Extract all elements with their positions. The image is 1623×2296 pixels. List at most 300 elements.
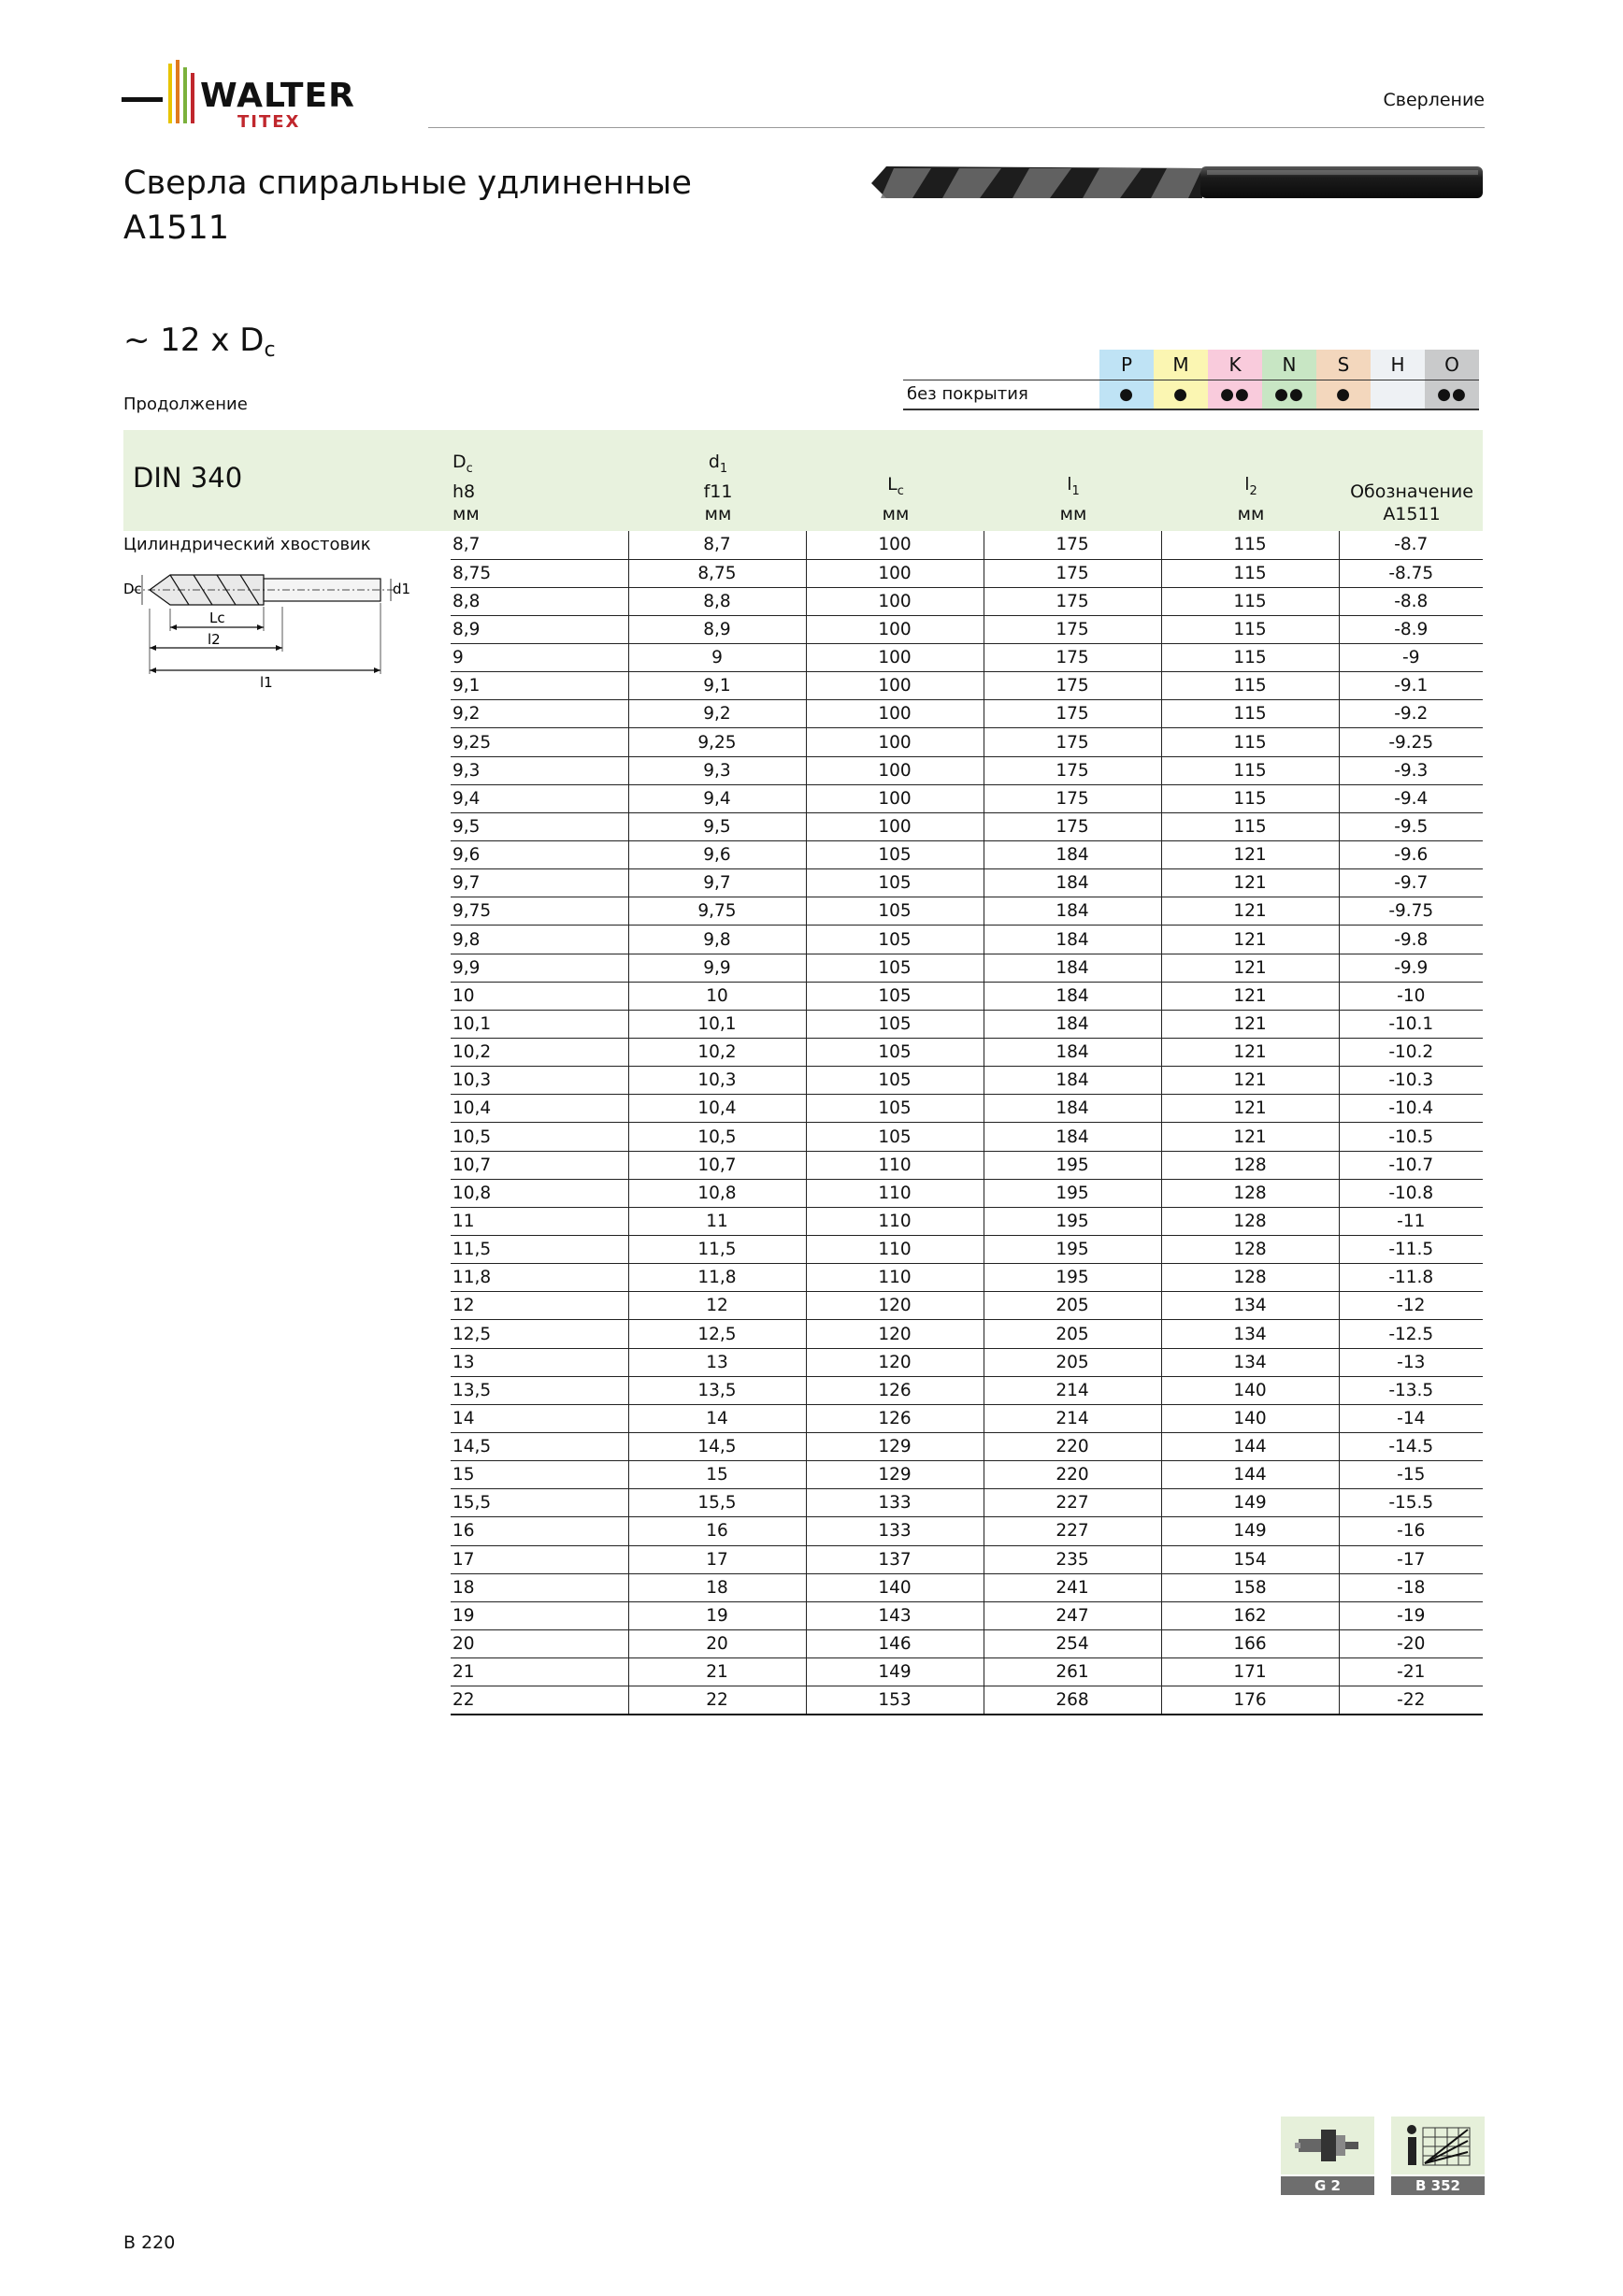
cell-l1: 195 <box>984 1179 1161 1207</box>
cell-l2: 115 <box>1161 672 1339 700</box>
cell-l1: 268 <box>984 1686 1161 1715</box>
material-codes-row <box>903 350 1479 380</box>
cell-designation: -14.5 <box>1339 1433 1483 1461</box>
cell-l2: 115 <box>1161 531 1339 559</box>
material-spacer <box>903 350 1099 380</box>
cell-d1: 8,7 <box>628 531 806 559</box>
cell-d1: 14 <box>628 1404 806 1432</box>
cell-designation: -9.5 <box>1339 812 1483 840</box>
cell-l2: 115 <box>1161 644 1339 672</box>
cell-l2: 121 <box>1161 954 1339 982</box>
cell-l1: 220 <box>984 1461 1161 1489</box>
cell-designation: -11 <box>1339 1207 1483 1235</box>
cell-l2: 115 <box>1161 812 1339 840</box>
cell-designation: -17 <box>1339 1545 1483 1573</box>
cell-dc: 9 <box>451 644 628 672</box>
cell-d1: 12 <box>628 1292 806 1320</box>
cell-dc: 8,8 <box>451 587 628 615</box>
mat-code-p: P <box>1099 350 1154 380</box>
cell-lc: 105 <box>806 1010 984 1038</box>
cell-l1: 205 <box>984 1320 1161 1348</box>
cell-lc: 100 <box>806 559 984 587</box>
cell-l1: 195 <box>984 1236 1161 1264</box>
cell-lc: 126 <box>806 1376 984 1404</box>
title-line-2: A1511 <box>123 209 230 247</box>
cell-lc: 100 <box>806 728 984 756</box>
cell-lc: 120 <box>806 1292 984 1320</box>
header-lc: $L_c$ мм <box>806 430 984 531</box>
cell-dc: 10,5 <box>451 1123 628 1151</box>
cell-designation: -9.4 <box>1339 784 1483 812</box>
cell-lc: 110 <box>806 1151 984 1179</box>
cell-lc: 100 <box>806 644 984 672</box>
cell-dc: 10,4 <box>451 1095 628 1123</box>
cell-dc: 8,9 <box>451 615 628 643</box>
cell-dc: 9,1 <box>451 672 628 700</box>
cell-l1: 205 <box>984 1348 1161 1376</box>
cell-dc: 20 <box>451 1629 628 1657</box>
cell-lc: 110 <box>806 1207 984 1235</box>
cell-d1: 17 <box>628 1545 806 1573</box>
cell-designation: -22 <box>1339 1686 1483 1715</box>
cell-l1: 214 <box>984 1376 1161 1404</box>
cell-dc: 10,1 <box>451 1010 628 1038</box>
cell-dc: 10,2 <box>451 1039 628 1067</box>
cell-lc: 146 <box>806 1629 984 1657</box>
cell-l1: 175 <box>984 644 1161 672</box>
cell-lc: 100 <box>806 672 984 700</box>
cell-l2: 149 <box>1161 1517 1339 1545</box>
cell-d1: 9,2 <box>628 700 806 728</box>
mat-dot-h <box>1371 380 1425 409</box>
cell-dc: 9,4 <box>451 784 628 812</box>
table-header-row <box>123 430 1483 531</box>
standard-label: DIN 340 <box>123 430 451 531</box>
cell-d1: 9,6 <box>628 841 806 869</box>
cell-dc: 9,9 <box>451 954 628 982</box>
cell-d1: 9,4 <box>628 784 806 812</box>
section-label: Сверление <box>1383 90 1485 110</box>
cell-dc: 10,7 <box>451 1151 628 1179</box>
cell-d1: 9 <box>628 644 806 672</box>
cell-dc: 11 <box>451 1207 628 1235</box>
cell-d1: 10,2 <box>628 1039 806 1067</box>
drill-image <box>866 155 1487 209</box>
cell-lc: 140 <box>806 1573 984 1601</box>
cell-dc: 15 <box>451 1461 628 1489</box>
cell-dc: 9,3 <box>451 756 628 784</box>
cell-lc: 120 <box>806 1348 984 1376</box>
cell-designation: -10.8 <box>1339 1179 1483 1207</box>
walter-titex-logo <box>122 60 402 135</box>
mat-dot-k: ●● <box>1208 380 1262 409</box>
cell-l1: 247 <box>984 1601 1161 1629</box>
cell-d1: 14,5 <box>628 1433 806 1461</box>
cell-l2: 115 <box>1161 615 1339 643</box>
cell-dc: 10,8 <box>451 1179 628 1207</box>
cell-designation: -10.5 <box>1339 1123 1483 1151</box>
cell-l1: 220 <box>984 1433 1161 1461</box>
cell-d1: 15 <box>628 1461 806 1489</box>
cell-l2: 128 <box>1161 1264 1339 1292</box>
cell-designation: -12.5 <box>1339 1320 1483 1348</box>
svg-text:Lc: Lc <box>209 610 225 626</box>
cell-dc: 10,3 <box>451 1067 628 1095</box>
cell-l2: 158 <box>1161 1573 1339 1601</box>
cell-lc: 100 <box>806 812 984 840</box>
cell-d1: 9,7 <box>628 869 806 897</box>
length-ratio: ~ 12 x $D_c$ <box>123 322 276 362</box>
cell-l2: 134 <box>1161 1348 1339 1376</box>
cell-l1: 184 <box>984 982 1161 1010</box>
cell-designation: -15.5 <box>1339 1489 1483 1517</box>
cell-d1: 13,5 <box>628 1376 806 1404</box>
cell-d1: 11,5 <box>628 1236 806 1264</box>
cell-designation: -18 <box>1339 1573 1483 1601</box>
cell-designation: -10.2 <box>1339 1039 1483 1067</box>
mat-dot-p: ● <box>1099 380 1154 409</box>
cell-designation: -8.75 <box>1339 559 1483 587</box>
cell-d1: 22 <box>628 1686 806 1715</box>
cell-dc: 13,5 <box>451 1376 628 1404</box>
cell-designation: -9.75 <box>1339 897 1483 926</box>
cell-l2: 144 <box>1161 1461 1339 1489</box>
cell-l2: 121 <box>1161 926 1339 954</box>
cell-l2: 140 <box>1161 1404 1339 1432</box>
cell-lc: 100 <box>806 756 984 784</box>
cell-l2: 121 <box>1161 982 1339 1010</box>
cell-l1: 175 <box>984 756 1161 784</box>
cell-l2: 134 <box>1161 1320 1339 1348</box>
cell-l1: 214 <box>984 1404 1161 1432</box>
cell-lc: 100 <box>806 784 984 812</box>
cell-designation: -13.5 <box>1339 1376 1483 1404</box>
cell-d1: 10,5 <box>628 1123 806 1151</box>
cell-designation: -8.7 <box>1339 531 1483 559</box>
cell-d1: 20 <box>628 1629 806 1657</box>
cell-dc: 22 <box>451 1686 628 1715</box>
cell-d1: 12,5 <box>628 1320 806 1348</box>
header-d1: $d_1$ f11 мм <box>628 430 806 531</box>
cell-d1: 10,1 <box>628 1010 806 1038</box>
cell-l1: 235 <box>984 1545 1161 1573</box>
cell-d1: 21 <box>628 1658 806 1686</box>
cell-dc: 9,25 <box>451 728 628 756</box>
cell-l1: 175 <box>984 531 1161 559</box>
cell-designation: -9.8 <box>1339 926 1483 954</box>
cell-dc: 21 <box>451 1658 628 1686</box>
cell-lc: 100 <box>806 587 984 615</box>
cell-designation: -9.7 <box>1339 869 1483 897</box>
cell-l2: 144 <box>1161 1433 1339 1461</box>
cell-designation: -9 <box>1339 644 1483 672</box>
title-line-1: Сверла спиральные удлиненные <box>123 165 692 202</box>
cell-d1: 9,75 <box>628 897 806 926</box>
cell-l1: 254 <box>984 1629 1161 1657</box>
cell-lc: 110 <box>806 1236 984 1264</box>
cell-lc: 120 <box>806 1320 984 1348</box>
cell-l1: 205 <box>984 1292 1161 1320</box>
table-row <box>123 531 1483 559</box>
cell-dc: 9,6 <box>451 841 628 869</box>
cell-designation: -9.1 <box>1339 672 1483 700</box>
shank-type-label: Цилиндрический хвостовик <box>123 535 371 554</box>
cell-lc: 143 <box>806 1601 984 1629</box>
cell-d1: 10 <box>628 982 806 1010</box>
drill-dimension-drawing <box>123 571 411 693</box>
chuck-icon <box>1281 2117 1374 2174</box>
cell-designation: -10.7 <box>1339 1151 1483 1179</box>
cell-designation: -11.8 <box>1339 1264 1483 1292</box>
cell-l1: 184 <box>984 1123 1161 1151</box>
cell-dc: 16 <box>451 1517 628 1545</box>
cell-l2: 166 <box>1161 1629 1339 1657</box>
cell-l1: 175 <box>984 812 1161 840</box>
cell-l2: 121 <box>1161 897 1339 926</box>
cell-designation: -10.3 <box>1339 1067 1483 1095</box>
cell-designation: -11.5 <box>1339 1236 1483 1264</box>
cell-l1: 175 <box>984 559 1161 587</box>
cell-designation: -19 <box>1339 1601 1483 1629</box>
cell-dc: 14 <box>451 1404 628 1432</box>
cell-l2: 140 <box>1161 1376 1339 1404</box>
cell-l1: 184 <box>984 1095 1161 1123</box>
cell-lc: 133 <box>806 1517 984 1545</box>
cell-dc: 17 <box>451 1545 628 1573</box>
mat-code-o: O <box>1425 350 1479 380</box>
cell-designation: -9.3 <box>1339 756 1483 784</box>
cell-lc: 105 <box>806 897 984 926</box>
cell-lc: 100 <box>806 615 984 643</box>
cell-l2: 121 <box>1161 1123 1339 1151</box>
cell-lc: 105 <box>806 982 984 1010</box>
mat-dot-m: ● <box>1154 380 1208 409</box>
cell-dc: 10 <box>451 982 628 1010</box>
cell-l2: 128 <box>1161 1179 1339 1207</box>
cell-designation: -21 <box>1339 1658 1483 1686</box>
cell-d1: 13 <box>628 1348 806 1376</box>
cell-designation: -9.25 <box>1339 728 1483 756</box>
cell-d1: 15,5 <box>628 1489 806 1517</box>
reference-label: B 352 <box>1391 2176 1485 2195</box>
cell-d1: 9,1 <box>628 672 806 700</box>
cell-l1: 175 <box>984 728 1161 756</box>
cell-l2: 162 <box>1161 1601 1339 1629</box>
cell-l1: 227 <box>984 1489 1161 1517</box>
svg-text:WALTER: WALTER <box>200 77 355 115</box>
cell-l1: 175 <box>984 587 1161 615</box>
mat-code-m: M <box>1154 350 1208 380</box>
mat-dot-o: ●● <box>1425 380 1479 409</box>
table-body <box>123 531 1483 1715</box>
cell-lc: 105 <box>806 1039 984 1067</box>
cell-designation: -9.6 <box>1339 841 1483 869</box>
cell-lc: 105 <box>806 1123 984 1151</box>
cell-dc: 9,7 <box>451 869 628 897</box>
cell-l1: 175 <box>984 700 1161 728</box>
svg-text:Dc: Dc <box>123 581 142 597</box>
continuation-label: Продолжение <box>123 395 248 414</box>
cell-designation: -15 <box>1339 1461 1483 1489</box>
cell-d1: 9,25 <box>628 728 806 756</box>
cell-lc: 149 <box>806 1658 984 1686</box>
cell-designation: -13 <box>1339 1348 1483 1376</box>
reference-badge-g2[interactable] <box>1281 2117 1374 2195</box>
reference-label: G 2 <box>1281 2176 1374 2195</box>
cell-d1: 11,8 <box>628 1264 806 1292</box>
cell-lc: 105 <box>806 954 984 982</box>
cell-designation: -8.9 <box>1339 615 1483 643</box>
page-number: B 220 <box>123 2232 176 2253</box>
cell-d1: 8,8 <box>628 587 806 615</box>
cell-l1: 175 <box>984 784 1161 812</box>
cell-designation: -9.9 <box>1339 954 1483 982</box>
cell-l1: 175 <box>984 672 1161 700</box>
cell-l1: 175 <box>984 615 1161 643</box>
coating-row <box>903 380 1479 409</box>
cell-l2: 121 <box>1161 841 1339 869</box>
cell-l1: 184 <box>984 869 1161 897</box>
cell-dc: 9,75 <box>451 897 628 926</box>
cell-dc: 14,5 <box>451 1433 628 1461</box>
cell-dc: 9,8 <box>451 926 628 954</box>
cell-l1: 184 <box>984 897 1161 926</box>
svg-text:l2: l2 <box>208 631 221 648</box>
cell-d1: 19 <box>628 1601 806 1629</box>
cell-l1: 195 <box>984 1264 1161 1292</box>
cell-d1: 8,75 <box>628 559 806 587</box>
cell-d1: 8,9 <box>628 615 806 643</box>
page-title <box>123 161 692 251</box>
cell-d1: 10,8 <box>628 1179 806 1207</box>
svg-text:l1: l1 <box>260 674 273 691</box>
cell-d1: 11 <box>628 1207 806 1235</box>
cell-l1: 184 <box>984 841 1161 869</box>
cell-d1: 10,3 <box>628 1067 806 1095</box>
svg-text:d1: d1 <box>393 581 411 597</box>
cell-dc: 13 <box>451 1348 628 1376</box>
cell-l2: 121 <box>1161 1039 1339 1067</box>
cell-l2: 115 <box>1161 728 1339 756</box>
cell-d1: 9,9 <box>628 954 806 982</box>
cell-l1: 184 <box>984 926 1161 954</box>
cell-d1: 18 <box>628 1573 806 1601</box>
cell-lc: 100 <box>806 700 984 728</box>
header-l1: $l_1$ мм <box>984 430 1161 531</box>
cell-l2: 128 <box>1161 1207 1339 1235</box>
cell-dc: 9,2 <box>451 700 628 728</box>
cell-l2: 171 <box>1161 1658 1339 1686</box>
cell-l2: 121 <box>1161 1067 1339 1095</box>
cell-l2: 176 <box>1161 1686 1339 1715</box>
cell-l1: 184 <box>984 954 1161 982</box>
cell-lc: 129 <box>806 1433 984 1461</box>
cell-l2: 115 <box>1161 756 1339 784</box>
mat-code-k: K <box>1208 350 1262 380</box>
cell-dc: 19 <box>451 1601 628 1629</box>
mat-code-n: N <box>1262 350 1316 380</box>
cell-designation: -20 <box>1339 1629 1483 1657</box>
reference-badge-b352[interactable] <box>1391 2117 1485 2195</box>
cell-l1: 227 <box>984 1517 1161 1545</box>
cell-l2: 154 <box>1161 1545 1339 1573</box>
cell-lc: 105 <box>806 1067 984 1095</box>
cell-l1: 195 <box>984 1207 1161 1235</box>
cell-d1: 10,4 <box>628 1095 806 1123</box>
cell-lc: 137 <box>806 1545 984 1573</box>
cell-l1: 184 <box>984 1010 1161 1038</box>
cell-l2: 121 <box>1161 1010 1339 1038</box>
cell-dc: 9,5 <box>451 812 628 840</box>
dimensions-table <box>123 430 1483 1715</box>
cell-l2: 121 <box>1161 1095 1339 1123</box>
cell-dc: 12,5 <box>451 1320 628 1348</box>
cell-lc: 110 <box>806 1264 984 1292</box>
cell-l2: 115 <box>1161 559 1339 587</box>
cell-l2: 115 <box>1161 700 1339 728</box>
cell-designation: -12 <box>1339 1292 1483 1320</box>
header-rule <box>428 127 1485 128</box>
cell-designation: -16 <box>1339 1517 1483 1545</box>
cell-dc: 11,8 <box>451 1264 628 1292</box>
cell-lc: 110 <box>806 1179 984 1207</box>
shank-info-cell <box>123 531 451 1715</box>
cell-dc: 8,7 <box>451 531 628 559</box>
cell-l2: 128 <box>1161 1236 1339 1264</box>
cell-lc: 105 <box>806 1095 984 1123</box>
info-chart-icon <box>1391 2117 1485 2174</box>
cell-lc: 105 <box>806 926 984 954</box>
cell-lc: 153 <box>806 1686 984 1715</box>
cell-l2: 128 <box>1161 1151 1339 1179</box>
cell-l2: 149 <box>1161 1489 1339 1517</box>
cell-d1: 9,3 <box>628 756 806 784</box>
cell-lc: 105 <box>806 841 984 869</box>
cell-dc: 15,5 <box>451 1489 628 1517</box>
cell-l2: 115 <box>1161 784 1339 812</box>
cell-l1: 184 <box>984 1039 1161 1067</box>
header-designation: Обозначение A1511 <box>1339 430 1483 531</box>
cell-d1: 9,8 <box>628 926 806 954</box>
cell-designation: -14 <box>1339 1404 1483 1432</box>
mat-dot-n: ●● <box>1262 380 1316 409</box>
cell-designation: -10.1 <box>1339 1010 1483 1038</box>
cell-lc: 133 <box>806 1489 984 1517</box>
cell-d1: 9,5 <box>628 812 806 840</box>
cell-l1: 195 <box>984 1151 1161 1179</box>
mat-dot-s: ● <box>1316 380 1371 409</box>
header-dc: $D_c$ h8 мм <box>451 430 628 531</box>
cell-lc: 100 <box>806 531 984 559</box>
cell-lc: 126 <box>806 1404 984 1432</box>
cell-designation: -9.2 <box>1339 700 1483 728</box>
cell-dc: 12 <box>451 1292 628 1320</box>
cell-l2: 115 <box>1161 587 1339 615</box>
cell-l2: 121 <box>1161 869 1339 897</box>
cell-designation: -10.4 <box>1339 1095 1483 1123</box>
mat-code-s: S <box>1316 350 1371 380</box>
cell-lc: 129 <box>806 1461 984 1489</box>
mat-code-h: H <box>1371 350 1425 380</box>
header-l2: $l_2$ мм <box>1161 430 1339 531</box>
cell-designation: -8.8 <box>1339 587 1483 615</box>
cell-dc: 8,75 <box>451 559 628 587</box>
cell-d1: 10,7 <box>628 1151 806 1179</box>
material-groups-table <box>903 350 1479 410</box>
coating-label: без покрытия <box>903 380 1099 409</box>
cell-dc: 18 <box>451 1573 628 1601</box>
cell-dc: 11,5 <box>451 1236 628 1264</box>
